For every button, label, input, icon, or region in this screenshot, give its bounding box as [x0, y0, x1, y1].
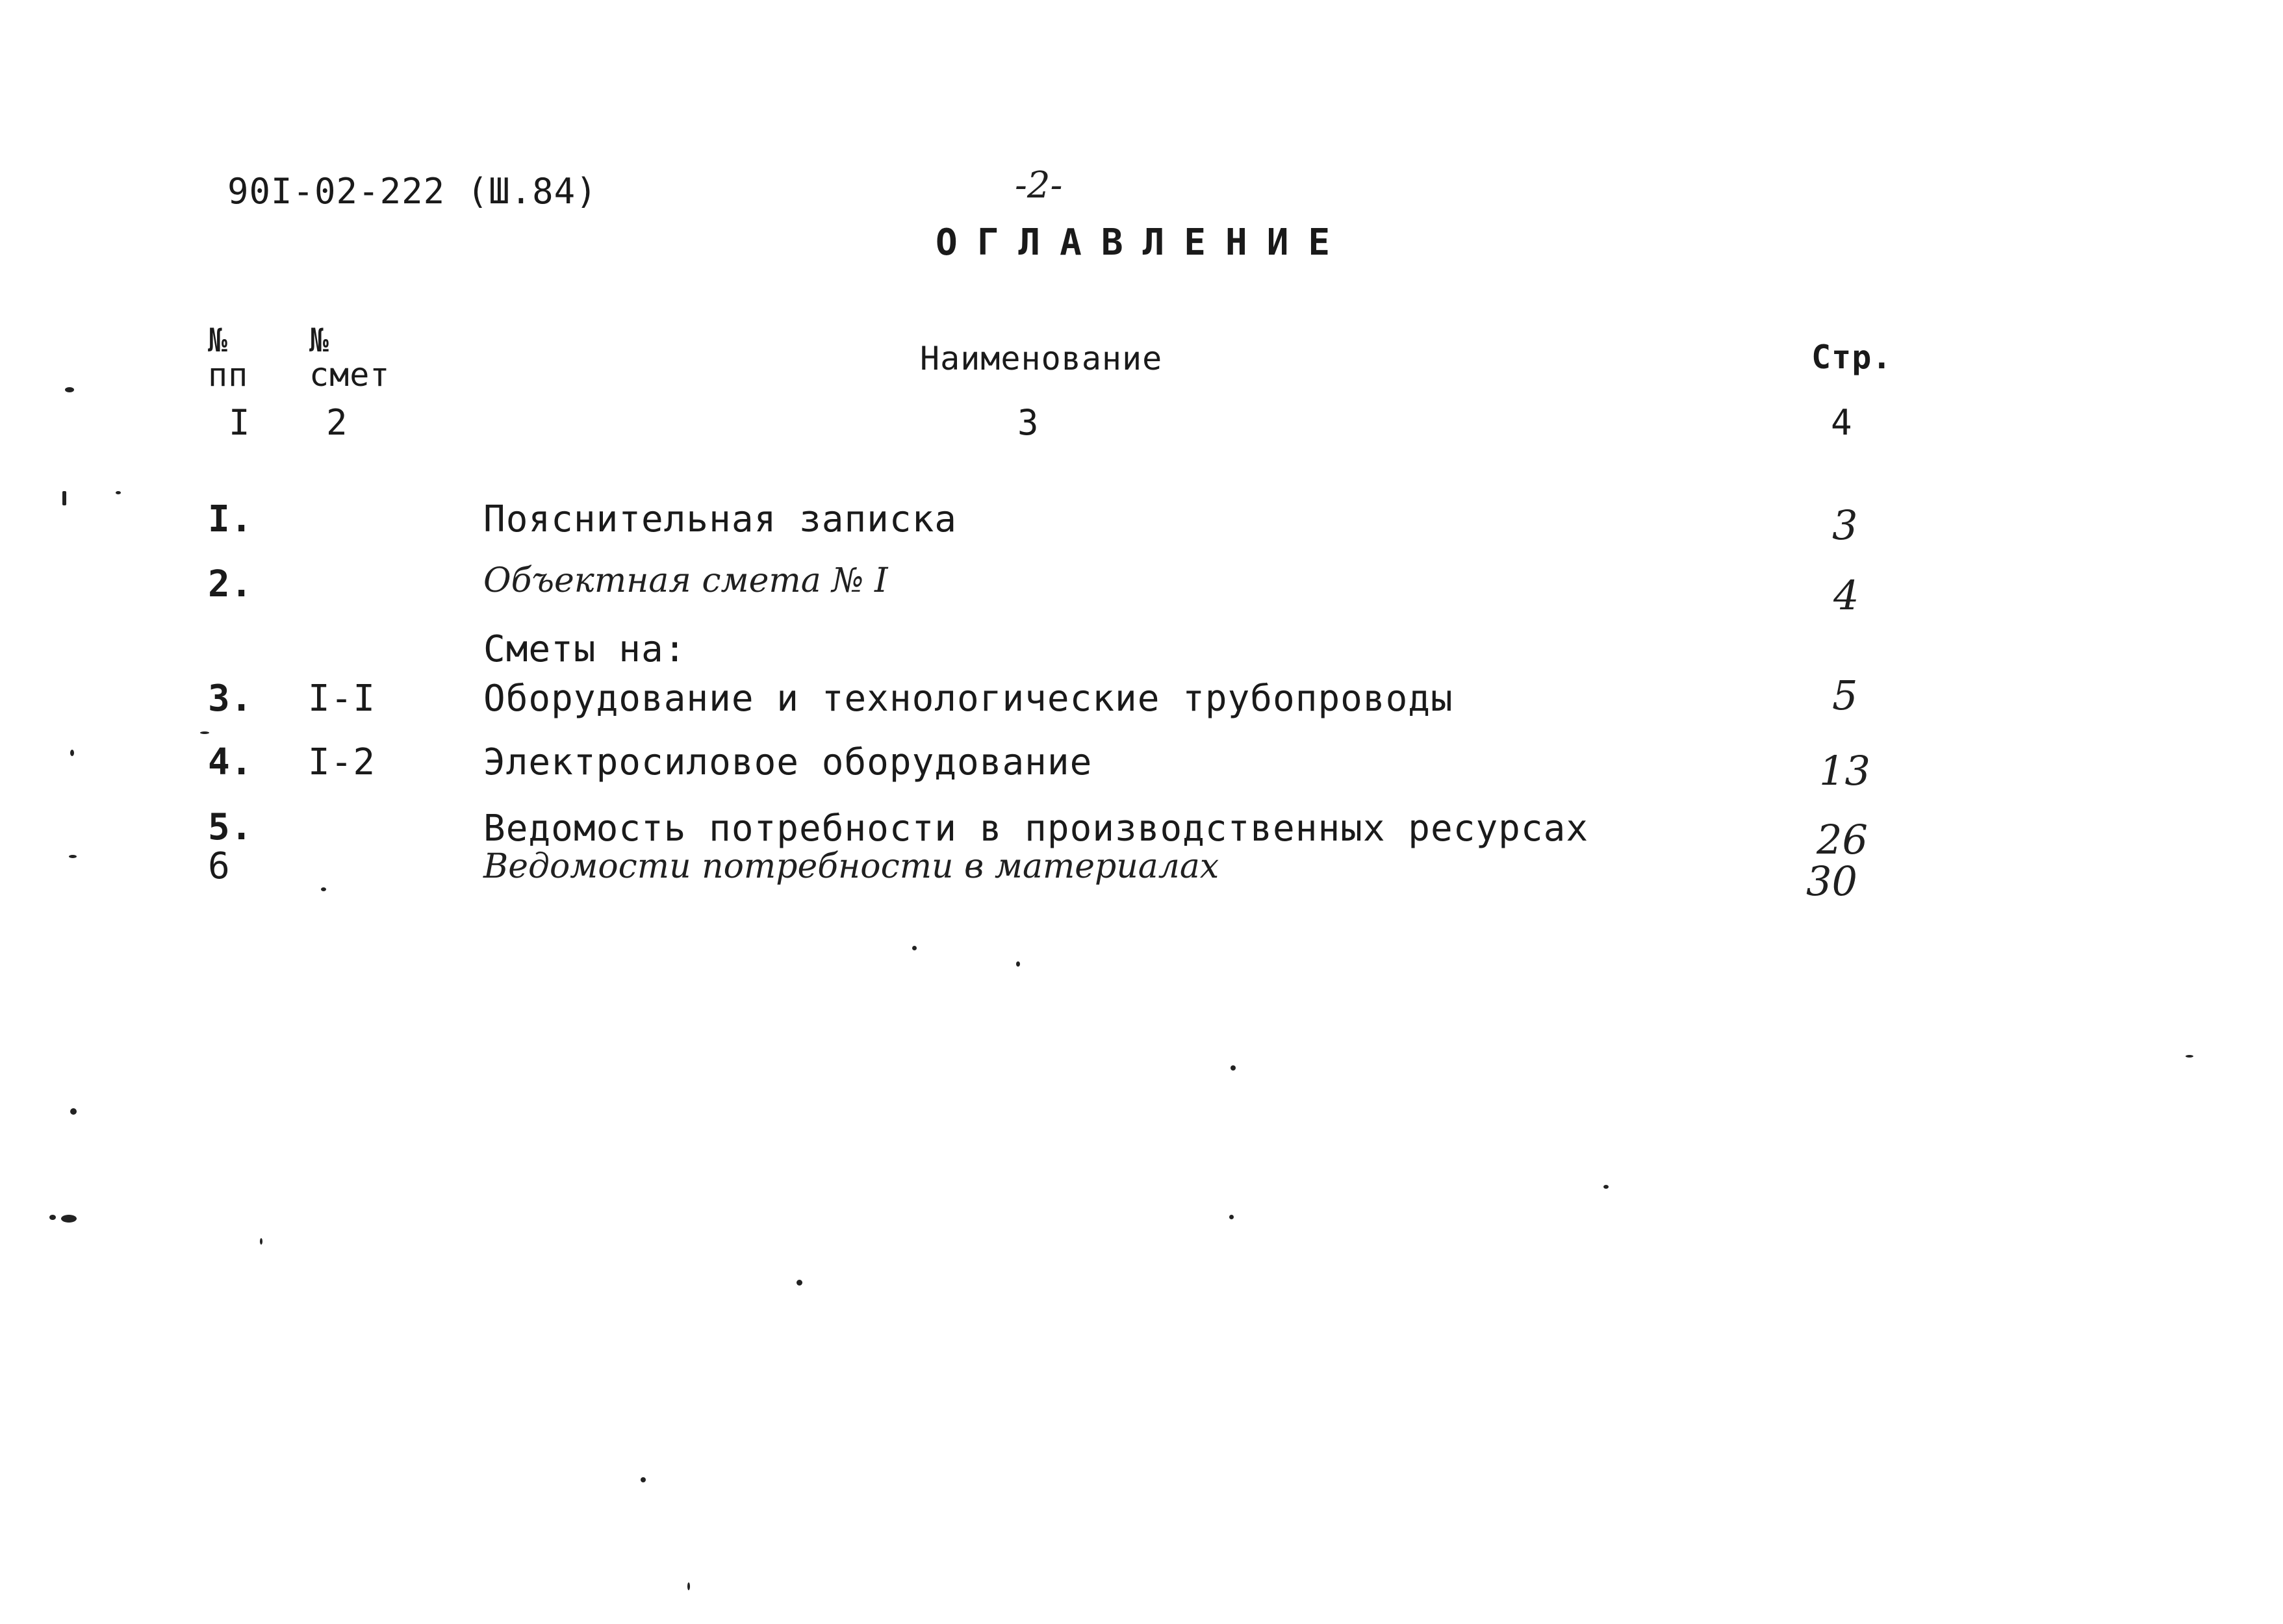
scan-speck — [65, 387, 74, 392]
column-number: I — [229, 402, 251, 443]
page-title: ОГЛАВЛЕНИЕ — [936, 222, 1350, 264]
row-title: Оборудование и технологические трубопроводы — [483, 678, 1453, 720]
row-page: 26 — [1817, 816, 1868, 863]
scan-speck — [49, 1215, 56, 1220]
row-page: 30 — [1806, 857, 1857, 905]
column-header-name: Наименование — [920, 340, 1163, 377]
scan-speck — [1016, 961, 1020, 967]
row-title: Электросиловое оборудование — [483, 741, 1093, 783]
row-page: 3 — [1832, 501, 1858, 549]
row-page: 4 — [1833, 572, 1859, 619]
row-title: Ведомость потребности в производственных ресурсах — [483, 807, 1589, 850]
row-page: 13 — [1819, 747, 1870, 794]
scan-speck — [1229, 1215, 1234, 1219]
scan-speck — [70, 1108, 77, 1115]
scan-speck — [1603, 1185, 1609, 1189]
scan-speck — [912, 946, 917, 950]
column-header-page: Стр. — [1811, 338, 1893, 376]
column-number: 4 — [1831, 402, 1853, 443]
column-number: 2 — [326, 402, 348, 443]
scan-speck — [2186, 1055, 2193, 1058]
document-code: 90I-02-222 (Ш.84) — [227, 171, 598, 212]
scan-speck — [1231, 1065, 1236, 1071]
scan-speck — [200, 731, 209, 734]
row-number: I. — [208, 498, 253, 540]
row-title: Ведомости потребности в материалах — [483, 847, 1219, 886]
row-estimate-number: I-I — [308, 678, 376, 720]
scan-speck — [62, 491, 66, 505]
row-title: Объектная смета № I — [483, 561, 888, 600]
row-number: 4. — [208, 741, 253, 783]
scan-speck — [69, 855, 77, 858]
row-number: 6 — [208, 845, 231, 887]
scan-speck — [116, 491, 121, 494]
scan-speck — [70, 750, 74, 756]
column-number: 3 — [1017, 402, 1039, 443]
row-number: 3. — [208, 678, 253, 720]
row-page: 5 — [1832, 672, 1858, 719]
row-number: 5. — [208, 806, 253, 848]
scan-speck — [797, 1280, 802, 1286]
row-number: 2. — [208, 563, 253, 605]
section-label: Сметы на: — [483, 628, 687, 670]
scan-speck — [61, 1215, 77, 1223]
page-number: -2- — [1015, 164, 1063, 207]
row-estimate-number: I-2 — [308, 741, 376, 783]
scan-speck — [641, 1477, 646, 1482]
column-header-item-number: № пп — [208, 322, 249, 394]
scan-speck — [260, 1238, 262, 1245]
scan-speck — [687, 1582, 690, 1590]
scan-speck — [321, 887, 326, 891]
row-title: Пояснительная записка — [483, 498, 958, 540]
column-header-estimate-number: № смет — [309, 322, 390, 394]
